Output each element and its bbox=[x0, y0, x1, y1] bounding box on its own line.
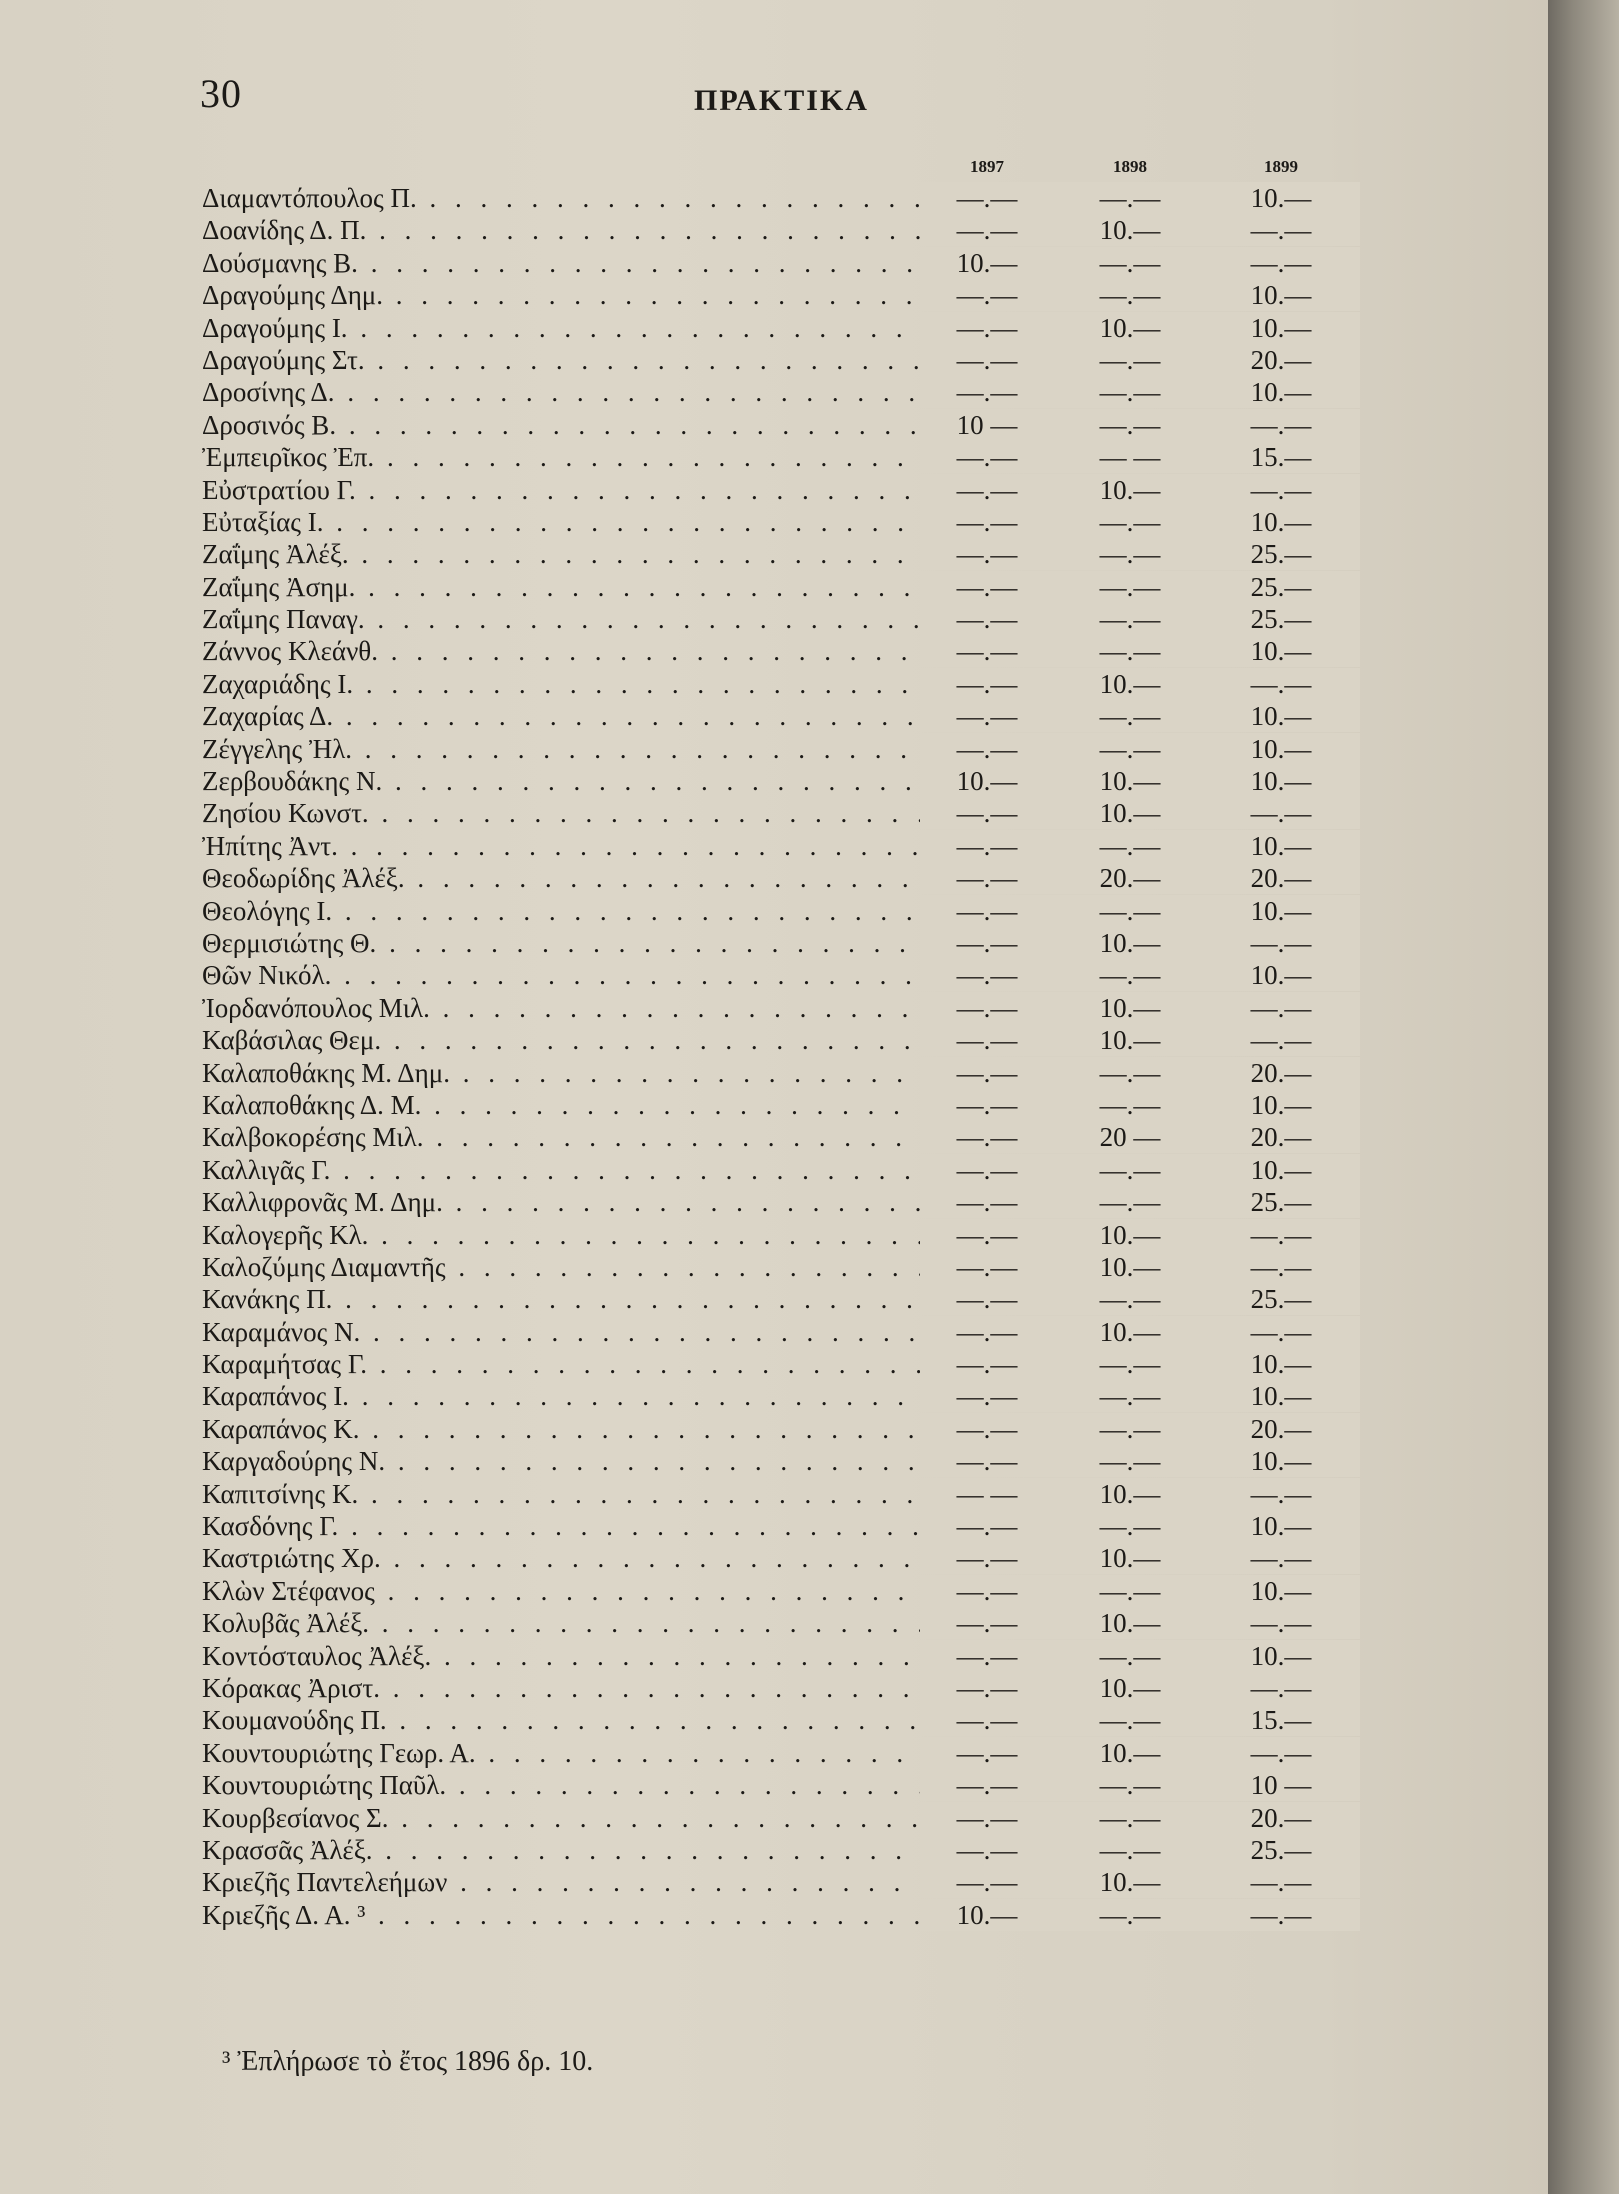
member-name: Καπιτσίνης Κ. . . . bbox=[202, 1478, 922, 1510]
table-row bbox=[0, 1737, 1548, 1769]
table-row bbox=[0, 312, 1548, 344]
amount-1897: —.— bbox=[956, 604, 1018, 635]
amount-1899: —.— bbox=[1250, 668, 1312, 699]
member-name: Κασδόνης Γ. . . . bbox=[202, 1510, 922, 1542]
member-name: Κολυβᾶς Ἀλέξ. . . . bbox=[202, 1607, 922, 1639]
year-header-1897: 1897 bbox=[970, 157, 1004, 176]
amount-1897: —.— bbox=[956, 1575, 1018, 1606]
member-name: Ζαΐμης Παναγ. . . . bbox=[202, 603, 922, 635]
table-row bbox=[0, 1283, 1548, 1315]
amount-1898: 10.— bbox=[1099, 1219, 1161, 1250]
member-name: Καραμάνος Ν. . . . bbox=[202, 1316, 922, 1348]
contributions-list bbox=[0, 182, 1548, 1931]
table-row bbox=[0, 571, 1548, 603]
amount-1899: 25.— bbox=[1250, 1834, 1312, 1865]
table-row bbox=[0, 182, 1548, 214]
table-row bbox=[0, 1380, 1548, 1412]
amount-1897: —.— bbox=[956, 1122, 1018, 1153]
member-name: Ἰορδανόπουλος Μιλ. . . . bbox=[202, 992, 922, 1024]
table-row bbox=[0, 700, 1548, 732]
member-name: Καλαποθάκης Δ. Μ. . . . bbox=[202, 1089, 922, 1121]
amount-1897: —.— bbox=[956, 280, 1018, 311]
member-name: Καλαποθάκης Μ. Δημ. . . . bbox=[202, 1057, 922, 1089]
amount-1897: —.— bbox=[956, 798, 1018, 829]
amount-1899: —.— bbox=[1250, 1608, 1312, 1639]
amount-1898: 10.— bbox=[1099, 1316, 1161, 1347]
amount-1897: —.— bbox=[956, 1349, 1018, 1380]
amount-1898: 10.— bbox=[1099, 1025, 1161, 1056]
amount-1898: 10.— bbox=[1099, 668, 1161, 699]
amount-1899: 10.— bbox=[1250, 895, 1312, 926]
table-row bbox=[0, 635, 1548, 667]
member-name: Εὐταξίας Ι. . . . bbox=[202, 506, 922, 538]
amount-1899: 10.— bbox=[1250, 1381, 1312, 1412]
year-header-1898: 1898 bbox=[1113, 157, 1147, 176]
amount-1897: 10.— bbox=[956, 247, 1018, 278]
member-name: Ἐμπειρῖκος Ἐπ. . . . bbox=[202, 441, 922, 473]
amount-1898: —.— bbox=[1099, 247, 1161, 278]
table-row bbox=[0, 409, 1548, 441]
amount-1899: 10.— bbox=[1250, 1089, 1312, 1120]
member-name: Εὐστρατίου Γ. . . . bbox=[202, 474, 922, 506]
amount-1899: —.— bbox=[1250, 1672, 1312, 1703]
table-row bbox=[0, 1024, 1548, 1056]
member-name: Καστριώτης Χρ. . . . bbox=[202, 1542, 922, 1574]
table-row bbox=[0, 214, 1548, 246]
amount-1898: —.— bbox=[1099, 183, 1161, 213]
table-row bbox=[0, 1219, 1548, 1251]
member-name: Θεολόγης Ι. . . . bbox=[202, 895, 922, 927]
table-row bbox=[0, 862, 1548, 894]
amount-1897: —.— bbox=[956, 442, 1018, 473]
amount-1897: —.— bbox=[956, 992, 1018, 1023]
member-name: Διαμαντόπουλος Π. . . . bbox=[202, 182, 922, 214]
table-row bbox=[0, 1769, 1548, 1801]
amount-1898: —.— bbox=[1099, 409, 1161, 440]
table-row bbox=[0, 959, 1548, 991]
table-row bbox=[0, 797, 1548, 829]
amount-1899: —.— bbox=[1250, 992, 1312, 1023]
member-name: Κρασσᾶς Ἀλέξ. . . . bbox=[202, 1834, 922, 1866]
amount-1897: —.— bbox=[956, 1413, 1018, 1444]
table-row bbox=[0, 279, 1548, 311]
amount-1898: 10.— bbox=[1099, 1543, 1161, 1574]
table-row bbox=[0, 247, 1548, 279]
amount-1898: 10.— bbox=[1099, 312, 1161, 343]
amount-1898: 10.— bbox=[1099, 215, 1161, 246]
amount-1897: —.— bbox=[956, 1154, 1018, 1185]
amount-1897: —.— bbox=[956, 1057, 1018, 1088]
member-name: Ζαΐμης Ἀσημ. . . . bbox=[202, 571, 922, 603]
amount-1899: —.— bbox=[1250, 409, 1312, 440]
amount-1897: —.— bbox=[956, 312, 1018, 343]
amount-1899: —.— bbox=[1250, 1316, 1312, 1347]
table-row bbox=[0, 1154, 1548, 1186]
table-row bbox=[0, 1121, 1548, 1153]
member-name: Κόρακας Ἀριστ. . . . bbox=[202, 1672, 922, 1704]
amount-1897: —.— bbox=[956, 1219, 1018, 1250]
amount-1899: —.— bbox=[1250, 1478, 1312, 1509]
table-row bbox=[0, 1445, 1548, 1477]
amount-1899: 10.— bbox=[1250, 733, 1312, 764]
amount-1897: —.— bbox=[956, 895, 1018, 926]
amount-1897: —.— bbox=[956, 1867, 1018, 1898]
amount-1897: —.— bbox=[956, 863, 1018, 894]
amount-1898: 10.— bbox=[1099, 1251, 1161, 1282]
amount-1897: —.— bbox=[956, 830, 1018, 861]
table-row bbox=[0, 506, 1548, 538]
page-number: 30 bbox=[200, 71, 242, 116]
amount-1898: —.— bbox=[1099, 1511, 1161, 1542]
amount-1898: 10.— bbox=[1099, 474, 1161, 505]
amount-1897: — — bbox=[956, 1478, 1018, 1509]
amount-1898: —.— bbox=[1099, 1899, 1161, 1930]
amount-1898: —.— bbox=[1099, 960, 1161, 991]
amount-1899: 20.— bbox=[1250, 1122, 1312, 1153]
member-name: Ζάννος Κλεάνθ. . . . bbox=[202, 635, 922, 667]
amount-1898: —.— bbox=[1099, 1154, 1161, 1185]
table-row bbox=[0, 538, 1548, 570]
table-row bbox=[0, 765, 1548, 797]
amount-1899: 10.— bbox=[1250, 183, 1312, 213]
table-row bbox=[0, 603, 1548, 635]
amount-1898: 10.— bbox=[1099, 1478, 1161, 1509]
amount-1899: 10 — bbox=[1250, 1770, 1312, 1801]
member-name: Καργαδούρης Ν. . . . bbox=[202, 1445, 922, 1477]
amount-1898: —.— bbox=[1099, 895, 1161, 926]
member-name: Ζαχαρίας Δ. . . . bbox=[202, 700, 922, 732]
member-name: Καραμήτσας Γ. . . . bbox=[202, 1348, 922, 1380]
amount-1897: —.— bbox=[956, 506, 1018, 537]
amount-1898: —.— bbox=[1099, 1575, 1161, 1606]
amount-1899: 10.— bbox=[1250, 701, 1312, 732]
table-row bbox=[0, 733, 1548, 765]
member-name: Καραπάνος Κ. . . . bbox=[202, 1413, 922, 1445]
amount-1897: —.— bbox=[956, 960, 1018, 991]
table-row bbox=[0, 474, 1548, 506]
table-row bbox=[0, 441, 1548, 473]
table-row bbox=[0, 830, 1548, 862]
amount-1898: —.— bbox=[1099, 604, 1161, 635]
amount-1897: —.— bbox=[956, 1608, 1018, 1639]
amount-1899: 10.— bbox=[1250, 1446, 1312, 1477]
amount-1897: —.— bbox=[956, 183, 1018, 213]
amount-1898: —.— bbox=[1099, 1446, 1161, 1477]
member-name: Καλλιγᾶς Γ. . . . bbox=[202, 1154, 922, 1186]
amount-1898: 10.— bbox=[1099, 992, 1161, 1023]
table-row bbox=[0, 1704, 1548, 1736]
amount-1898: 10.— bbox=[1099, 1737, 1161, 1768]
amount-1899: 25.— bbox=[1250, 604, 1312, 635]
amount-1898: 10.— bbox=[1099, 1608, 1161, 1639]
amount-1898: —.— bbox=[1099, 1770, 1161, 1801]
amount-1898: 10.— bbox=[1099, 927, 1161, 958]
amount-1898: —.— bbox=[1099, 344, 1161, 375]
amount-1899: —.— bbox=[1250, 927, 1312, 958]
table-row bbox=[0, 1478, 1548, 1510]
amount-1899: —.— bbox=[1250, 474, 1312, 505]
table-row bbox=[0, 895, 1548, 927]
amount-1897: —.— bbox=[956, 1089, 1018, 1120]
amount-1898: 10.— bbox=[1099, 1672, 1161, 1703]
amount-1897: —.— bbox=[956, 1251, 1018, 1282]
amount-1897: —.— bbox=[956, 344, 1018, 375]
amount-1897: —.— bbox=[956, 1284, 1018, 1315]
table-row bbox=[0, 376, 1548, 408]
member-name: Θῶν Νικόλ. . . . bbox=[202, 959, 922, 991]
member-name: Ζαΐμης Ἀλέξ. . . . bbox=[202, 538, 922, 570]
member-name: Καλλιφρονᾶς Μ. Δημ. . . . bbox=[202, 1186, 922, 1218]
amount-1898: —.— bbox=[1099, 1802, 1161, 1833]
amount-1898: —.— bbox=[1099, 636, 1161, 667]
member-name: Ἠπίτης Ἀντ. . . . bbox=[202, 830, 922, 862]
member-name: Κουμανούδης Π. . . . bbox=[202, 1704, 922, 1736]
amount-1897: —.— bbox=[956, 668, 1018, 699]
amount-1898: 20.— bbox=[1099, 863, 1161, 894]
member-name: Δραγούμης Δημ. . . . bbox=[202, 279, 922, 311]
amount-1897: —.— bbox=[956, 1737, 1018, 1768]
amount-1897: —.— bbox=[956, 1511, 1018, 1542]
member-name: Δούσμανης Β. . . . bbox=[202, 247, 922, 279]
table-row bbox=[0, 1057, 1548, 1089]
table-row bbox=[0, 927, 1548, 959]
running-head: ΠΡΑΚΤΙΚΑ bbox=[694, 84, 869, 117]
amount-1899: —.— bbox=[1250, 1219, 1312, 1250]
footnote: ³ Ἐπλήρωσε τὸ ἔτος 1896 δρ. 10. bbox=[222, 2046, 594, 2077]
amount-1899: 10.— bbox=[1250, 312, 1312, 343]
amount-1898: —.— bbox=[1099, 1834, 1161, 1865]
amount-1898: —.— bbox=[1099, 1381, 1161, 1412]
amount-1899: 10.— bbox=[1250, 1154, 1312, 1185]
amount-1899: —.— bbox=[1250, 1543, 1312, 1574]
amount-1898: —.— bbox=[1099, 377, 1161, 408]
member-name: Κριεζῆς Παντελεήμων . . . bbox=[202, 1866, 922, 1898]
table-row bbox=[0, 1089, 1548, 1121]
table-row bbox=[0, 1640, 1548, 1672]
member-name: Θεοδωρίδης Ἀλέξ. . . . bbox=[202, 862, 922, 894]
amount-1898: — — bbox=[1099, 442, 1161, 473]
amount-1897: —.— bbox=[956, 1770, 1018, 1801]
amount-1897: —.— bbox=[956, 215, 1018, 246]
amount-1897: —.— bbox=[956, 1672, 1018, 1703]
table-row bbox=[0, 1413, 1548, 1445]
table-row bbox=[0, 1542, 1548, 1574]
member-name: Ζέγγελης Ἠλ. . . . bbox=[202, 733, 922, 765]
amount-1899: 10.— bbox=[1250, 1511, 1312, 1542]
amount-1898: 10.— bbox=[1099, 798, 1161, 829]
amount-1899: 20.— bbox=[1250, 863, 1312, 894]
member-name: Δραγούμης Ι. . . . bbox=[202, 312, 922, 344]
amount-1897: 10.— bbox=[956, 1899, 1018, 1930]
amount-1897: —.— bbox=[956, 636, 1018, 667]
table-row bbox=[0, 1510, 1548, 1542]
amount-1897: —.— bbox=[956, 1025, 1018, 1056]
amount-1897: —.— bbox=[956, 733, 1018, 764]
amount-1897: —.— bbox=[956, 1834, 1018, 1865]
amount-1898: —.— bbox=[1099, 1284, 1161, 1315]
amount-1899: 10.— bbox=[1250, 1575, 1312, 1606]
member-name: Ζησίου Κωνστ. . . . bbox=[202, 797, 922, 829]
amount-1897: —.— bbox=[956, 1640, 1018, 1671]
amount-1897: —.— bbox=[956, 377, 1018, 408]
amount-1899: 10.— bbox=[1250, 1349, 1312, 1380]
amount-1899: —.— bbox=[1250, 1025, 1312, 1056]
amount-1898: —.— bbox=[1099, 1187, 1161, 1218]
amount-1898: —.— bbox=[1099, 733, 1161, 764]
table-row bbox=[0, 1316, 1548, 1348]
member-name: Δοανίδης Δ. Π. . . . bbox=[202, 214, 922, 246]
amount-1897: —.— bbox=[956, 1316, 1018, 1347]
amount-1898: 10.— bbox=[1099, 766, 1161, 797]
member-name: Κλὼν Στέφανος . . . bbox=[202, 1575, 922, 1607]
member-name: Καβάσιλας Θεμ. . . . bbox=[202, 1024, 922, 1056]
table-row bbox=[0, 1575, 1548, 1607]
table-row bbox=[0, 1186, 1548, 1218]
amount-1899: 15.— bbox=[1250, 442, 1312, 473]
amount-1898: —.— bbox=[1099, 1705, 1161, 1736]
amount-1899: —.— bbox=[1250, 1867, 1312, 1898]
table-row bbox=[0, 1607, 1548, 1639]
amount-1899: 10.— bbox=[1250, 766, 1312, 797]
amount-1899: 20.— bbox=[1250, 1057, 1312, 1088]
amount-1898: —.— bbox=[1099, 1413, 1161, 1444]
member-name: Θερμισιώτης Θ. . . . bbox=[202, 927, 922, 959]
amount-1899: —.— bbox=[1250, 798, 1312, 829]
amount-1899: 10.— bbox=[1250, 960, 1312, 991]
amount-1899: —.— bbox=[1250, 247, 1312, 278]
book-spine-shadow bbox=[1548, 0, 1619, 2194]
amount-1898: —.— bbox=[1099, 506, 1161, 537]
amount-1897: —.— bbox=[956, 1705, 1018, 1736]
amount-1899: 10.— bbox=[1250, 830, 1312, 861]
amount-1899: 10.— bbox=[1250, 506, 1312, 537]
amount-1899: 10.— bbox=[1250, 280, 1312, 311]
year-header-1899: 1899 bbox=[1264, 157, 1298, 176]
table-row bbox=[0, 1866, 1548, 1898]
member-name: Δροσινός Β. . . . bbox=[202, 409, 922, 441]
amount-1898: —.— bbox=[1099, 280, 1161, 311]
amount-1897: —.— bbox=[956, 1543, 1018, 1574]
amount-1898: —.— bbox=[1099, 1640, 1161, 1671]
amount-1899: 20.— bbox=[1250, 1413, 1312, 1444]
member-name: Καραπάνος Ι. . . . bbox=[202, 1380, 922, 1412]
amount-1897: —.— bbox=[956, 927, 1018, 958]
member-name: Καλογερῆς Κλ. . . . bbox=[202, 1219, 922, 1251]
amount-1899: 25.— bbox=[1250, 1284, 1312, 1315]
table-row bbox=[0, 344, 1548, 376]
member-name: Κουντουριώτης Γεωρ. Α. . . . bbox=[202, 1737, 922, 1769]
member-name: Καλοζύμης Διαμαντῆς . . . bbox=[202, 1251, 922, 1283]
amount-1898: —.— bbox=[1099, 701, 1161, 732]
member-name: Κοντόσταυλος Ἀλέξ. . . . bbox=[202, 1640, 922, 1672]
amount-1899: 10.— bbox=[1250, 1640, 1312, 1671]
amount-1897: 10.— bbox=[956, 766, 1018, 797]
amount-1897: —.— bbox=[956, 1802, 1018, 1833]
amount-1898: 20 — bbox=[1099, 1122, 1161, 1153]
amount-1899: 25.— bbox=[1250, 1187, 1312, 1218]
amount-1899: —.— bbox=[1250, 1737, 1312, 1768]
amount-1899: 10.— bbox=[1250, 636, 1312, 667]
amount-1899: 20.— bbox=[1250, 344, 1312, 375]
amount-1897: —.— bbox=[956, 1446, 1018, 1477]
amount-1897: —.— bbox=[956, 474, 1018, 505]
amount-1898: —.— bbox=[1099, 830, 1161, 861]
amount-1898: —.— bbox=[1099, 571, 1161, 602]
amount-1899: 20.— bbox=[1250, 1802, 1312, 1833]
member-name: Κουντουριώτης Παῦλ. . . . bbox=[202, 1769, 922, 1801]
member-name: Κριεζῆς Δ. Α. ³ . . . bbox=[202, 1899, 922, 1931]
member-name: Ζερβουδάκης Ν. . . . bbox=[202, 765, 922, 797]
amount-1899: —.— bbox=[1250, 215, 1312, 246]
amount-1897: —.— bbox=[956, 701, 1018, 732]
amount-1897: —.— bbox=[956, 539, 1018, 570]
amount-1899: 25.— bbox=[1250, 539, 1312, 570]
amount-1898: —.— bbox=[1099, 1057, 1161, 1088]
amount-1898: 10.— bbox=[1099, 1867, 1161, 1898]
member-name: Κουρβεσίανος Σ. . . . bbox=[202, 1802, 922, 1834]
amount-1898: —.— bbox=[1099, 1089, 1161, 1120]
amount-1897: —.— bbox=[956, 1187, 1018, 1218]
table-row bbox=[0, 1802, 1548, 1834]
table-row bbox=[0, 1251, 1548, 1283]
amount-1899: 10.— bbox=[1250, 377, 1312, 408]
amount-1898: —.— bbox=[1099, 539, 1161, 570]
amount-1899: 15.— bbox=[1250, 1705, 1312, 1736]
amount-1897: 10 — bbox=[956, 409, 1018, 440]
member-name: Κανάκης Π. . . . bbox=[202, 1283, 922, 1315]
amount-1898: —.— bbox=[1099, 1349, 1161, 1380]
member-name: Δραγούμης Στ. . . . bbox=[202, 344, 922, 376]
amount-1897: —.— bbox=[956, 1381, 1018, 1412]
amount-1899: —.— bbox=[1250, 1251, 1312, 1282]
member-name: Καλβοκορέσης Μιλ. . . . bbox=[202, 1121, 922, 1153]
table-row bbox=[0, 1348, 1548, 1380]
table-row bbox=[0, 992, 1548, 1024]
table-row bbox=[0, 1899, 1548, 1931]
amount-1897: —.— bbox=[956, 571, 1018, 602]
member-name: Δροσίνης Δ. . . . bbox=[202, 376, 922, 408]
member-name: Ζαχαριάδης Ι. . . . bbox=[202, 668, 922, 700]
amount-1899: 25.— bbox=[1250, 571, 1312, 602]
table-row bbox=[0, 1672, 1548, 1704]
amount-1899: —.— bbox=[1250, 1899, 1312, 1930]
table-row bbox=[0, 1834, 1548, 1866]
table-row bbox=[0, 668, 1548, 700]
